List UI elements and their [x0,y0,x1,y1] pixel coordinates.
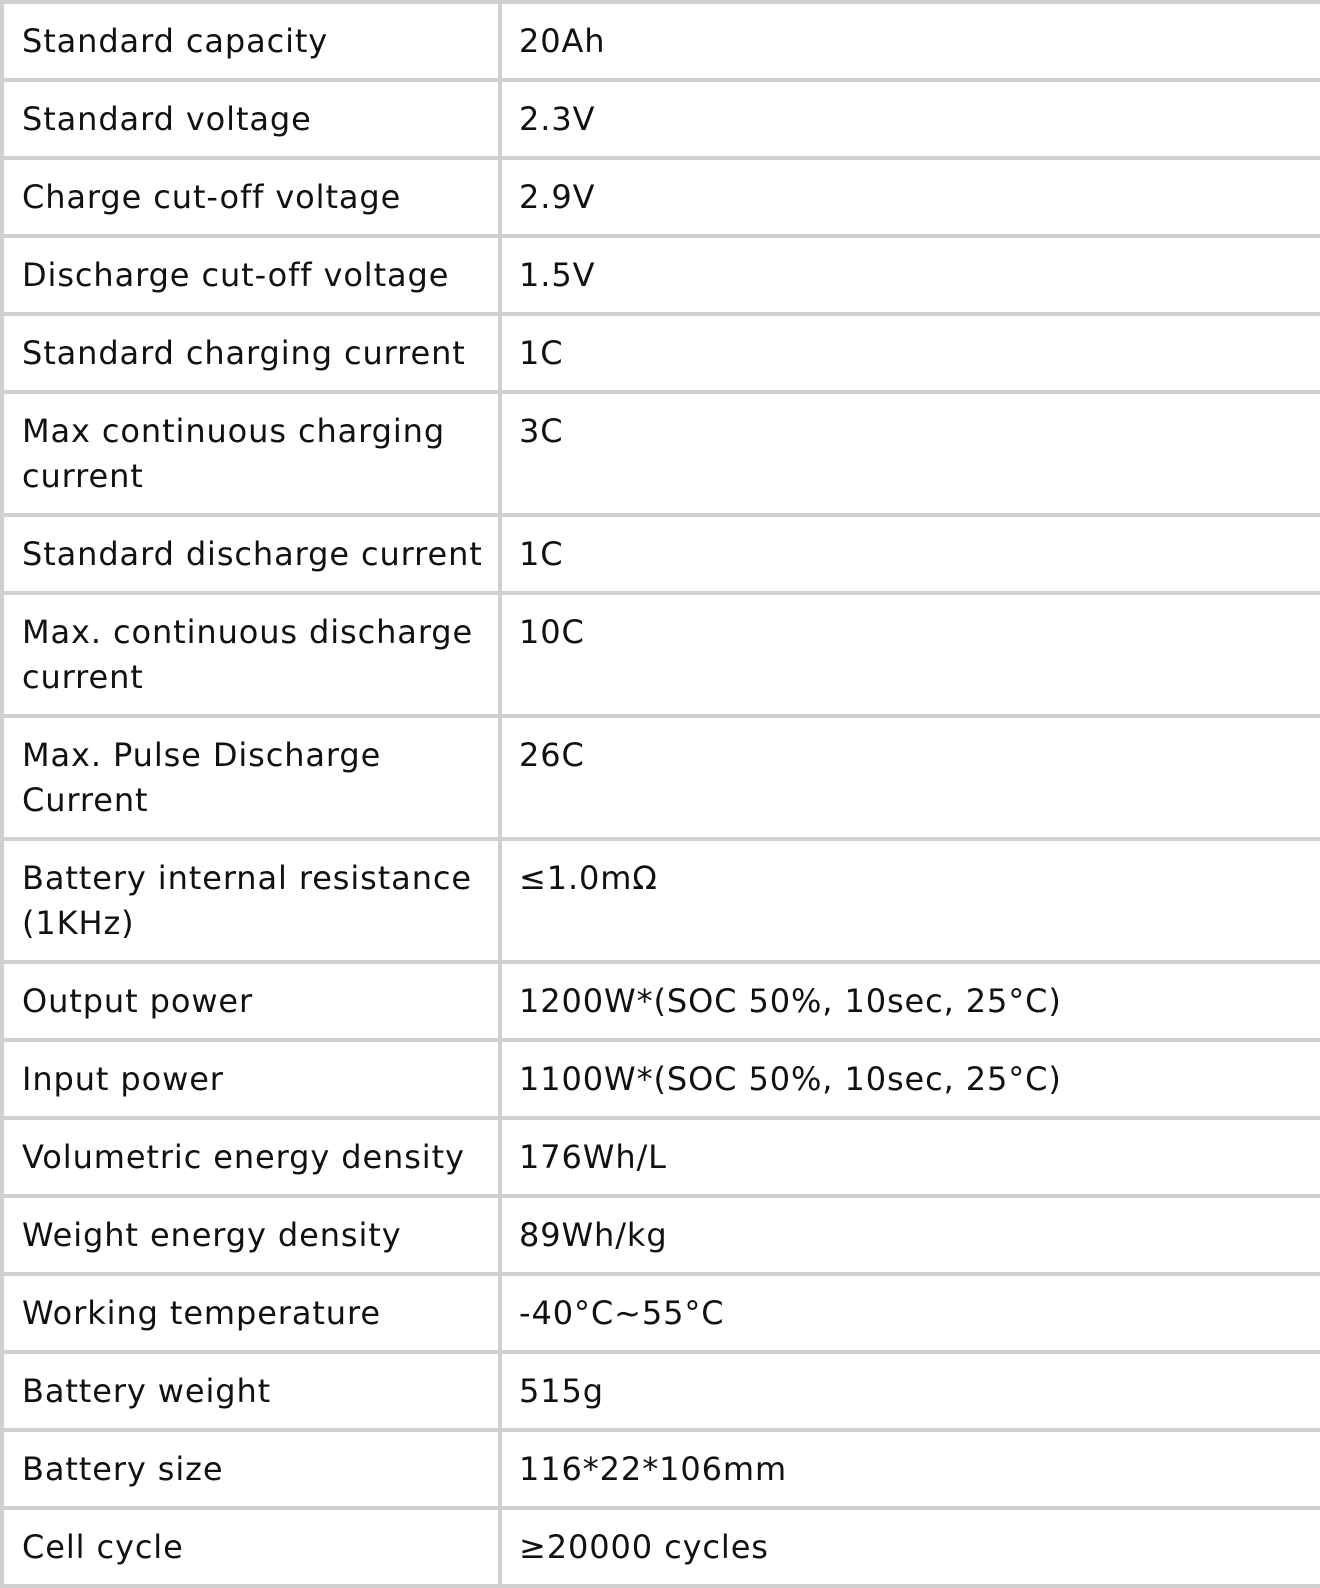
parameter-cell: Discharge cut-off voltage [2,236,500,314]
table-row [2,593,1320,716]
parameter-cell: Max. Pulse Discharge Current [2,716,500,839]
value-cell: 1200W*(SOC 50%, 10sec, 25°C) [500,962,1320,1040]
value-cell: 515g [500,1352,1320,1430]
parameter-cell: Max. continuous discharge current [2,593,500,716]
table-row [2,2,1320,80]
table-row [2,1196,1320,1274]
value-cell: 1.5V [500,236,1320,314]
value-cell: 20Ah [500,2,1320,80]
table-row [2,515,1320,593]
parameter-cell: Max continuous charging current [2,392,500,515]
value-cell: 3C [500,392,1320,515]
parameter-cell: Weight energy density [2,1196,500,1274]
parameter-cell: Battery weight [2,1352,500,1430]
table-row [2,236,1320,314]
table-row [2,314,1320,392]
parameter-cell: Output power [2,962,500,1040]
value-cell: 26C [500,716,1320,839]
parameter-cell: Volumetric energy density [2,1118,500,1196]
parameter-cell: Working temperature [2,1274,500,1352]
spec-table-body [2,2,1320,1586]
parameter-cell: Standard discharge current [2,515,500,593]
value-cell: -40°C~55°C [500,1274,1320,1352]
table-row [2,158,1320,236]
table-row [2,1118,1320,1196]
table-row [2,1352,1320,1430]
table-row [2,839,1320,962]
value-cell: 89Wh/kg [500,1196,1320,1274]
value-cell: ≤1.0mΩ [500,839,1320,962]
value-cell: 1C [500,515,1320,593]
parameter-cell: Battery size [2,1430,500,1508]
table-row [2,1508,1320,1586]
table-row [2,1040,1320,1118]
parameter-cell: Standard capacity [2,2,500,80]
value-cell: 1100W*(SOC 50%, 10sec, 25°C) [500,1040,1320,1118]
table-row [2,716,1320,839]
value-cell: 176Wh/L [500,1118,1320,1196]
value-cell: 2.3V [500,80,1320,158]
parameter-cell: Standard voltage [2,80,500,158]
table-row [2,1274,1320,1352]
table-row [2,80,1320,158]
value-cell: 1C [500,314,1320,392]
table-row [2,392,1320,515]
parameter-cell: Battery internal resistance (1KHz) [2,839,500,962]
parameter-cell: Input power [2,1040,500,1118]
value-cell: 2.9V [500,158,1320,236]
table-row [2,962,1320,1040]
parameter-cell: Charge cut-off voltage [2,158,500,236]
table-row [2,1430,1320,1508]
value-cell: 116*22*106mm [500,1430,1320,1508]
value-cell: ≥20000 cycles [500,1508,1320,1586]
parameter-cell: Cell cycle [2,1508,500,1586]
parameter-cell: Standard charging current [2,314,500,392]
value-cell: 10C [500,593,1320,716]
